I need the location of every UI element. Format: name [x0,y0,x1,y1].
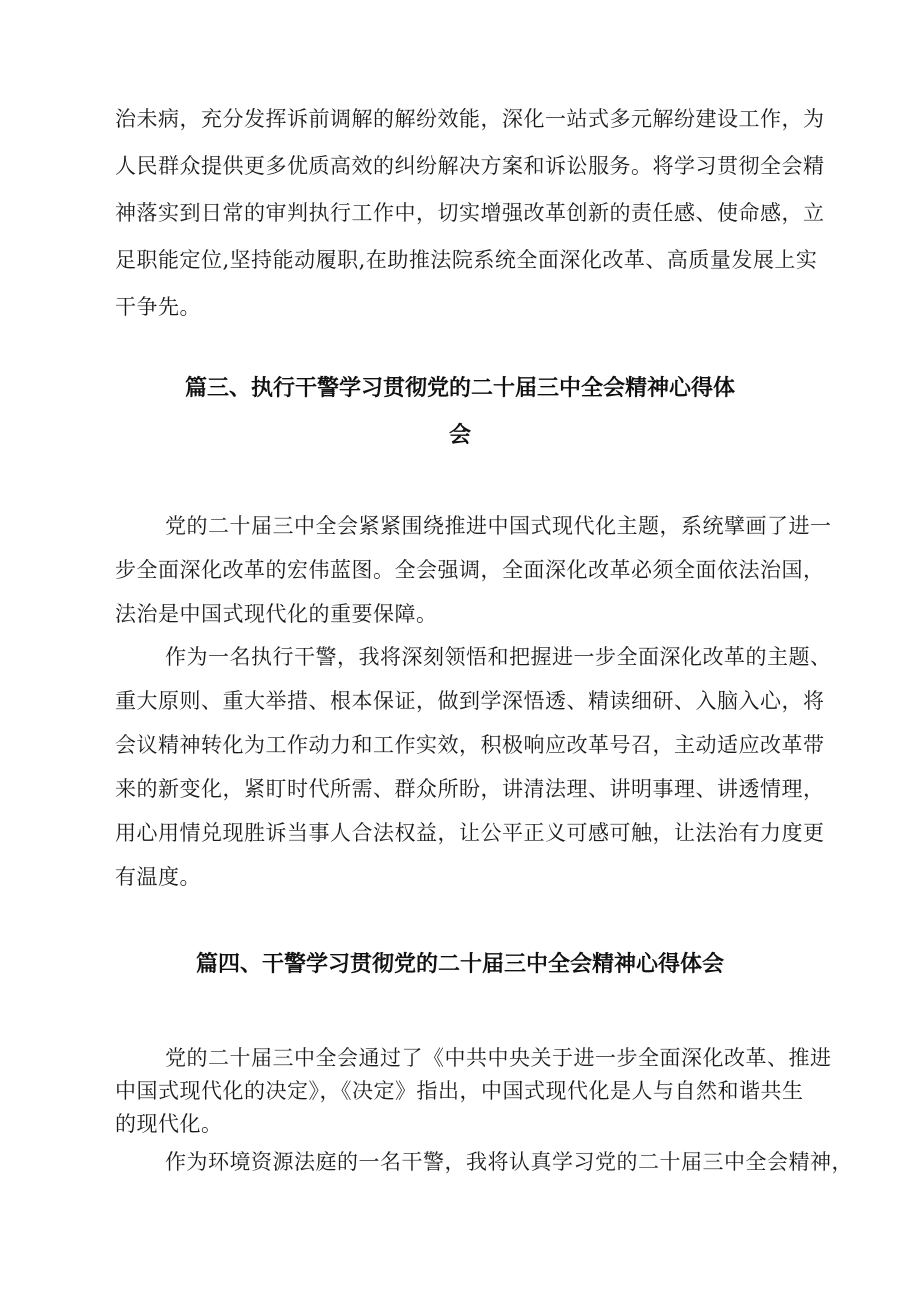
section-4-para-1-line: 党的二十届三中全会通过了《中共中央关于进一步全面深化改革、推进 [165,1046,832,1070]
prev-paragraph-line: 治未病，充分发挥诉前调解的解纷效能，深化一站式多元解纷建设工作，为 [115,107,825,131]
section-3-title-cont: 会 [448,423,471,448]
section-3-para-2-line: 有温度。 [115,865,201,889]
prev-paragraph-line: 足职能定位,坚持能动履职,在助推法院系统全面深化改革、高质量发展上实 [115,248,818,272]
section-4-title: 篇四、干警学习贯彻党的二十届三中全会精神心得体会 [195,952,724,977]
section-3-para-1-line: 法治是中国式现代化的重要保障。 [115,602,438,626]
section-3-para-2-line: 用心用情兑现胜诉当事人合法权益，让公平正义可感可触，让法治有力度更 [115,821,825,845]
section-3-para-2-line: 作为一名执行干警，我将深刻领悟和把握进一步全面深化改革的主题、 [165,645,832,669]
section-3-para-2-line: 来的新变化，紧盯时代所需、群众所盼，讲清法理、讲明事理、讲透情理， [115,777,825,801]
prev-paragraph-line: 神落实到日常的审判执行工作中，切实增强改革创新的责任感、使命感，立 [115,201,825,225]
section-4-para-1-line: 中国式现代化的决定》，《决定》指出，中国式现代化是人与自然和谐共生 [115,1079,804,1103]
section-3-para-2-line: 会议精神转化为工作动力和工作实效，积极响应改革号召，主动适应改革带 [115,733,825,757]
section-3-para-2-line: 重大原则、重大举措、根本保证，做到学深悟透、精读细研、入脑入心，将 [115,689,825,713]
section-3-title: 篇三、执行干警学习贯彻党的二十届三中全会精神心得体 [184,376,735,401]
section-3-para-1-line: 步全面深化改革的宏伟蓝图。全会强调，全面深化改革必须全面依法治国， [115,558,825,582]
section-3-para-1-line: 党的二十届三中全会紧紧围绕推进中国式现代化主题，系统擘画了进一 [165,514,832,538]
prev-paragraph-line: 人民群众提供更多优质高效的纠纷解决方案和诉讼服务。将学习贯彻全会精 [115,154,825,178]
section-4-para-2-line: 作为环境资源法庭的一名干警，我将认真学习党的二十届三中全会精神， [165,1150,853,1174]
prev-paragraph-line: 干争先。 [115,295,201,319]
section-4-para-1-line: 的现代化。 [115,1112,223,1136]
